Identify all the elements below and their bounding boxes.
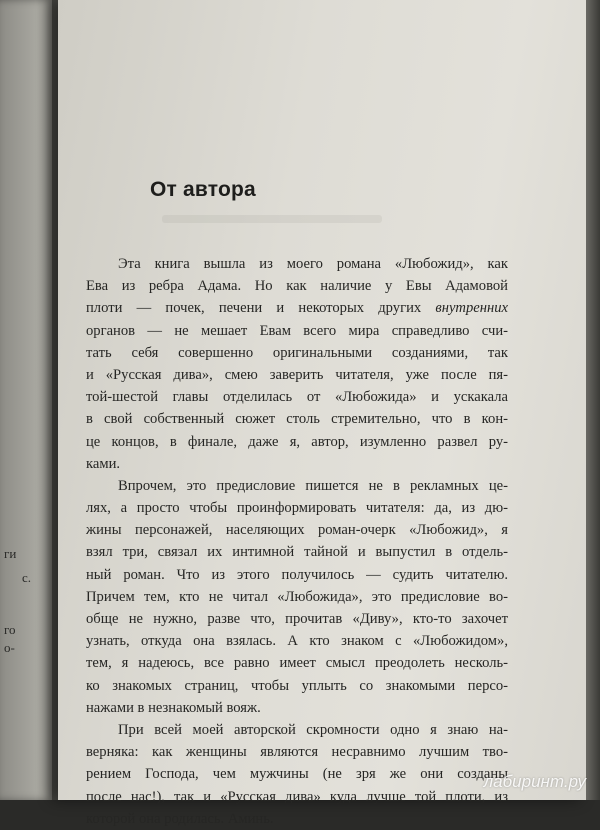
page-title: От автора [150, 178, 256, 201]
text-line: Ева из ребра Адама. Но как наличие у Евы Адамовой [86, 278, 508, 295]
text-line: це концов, в финале, даже я, автор, изумленно развел ру- [86, 433, 508, 450]
body-text [86, 253, 508, 830]
text-line: органов — не мешает Евам всего мира справедливо счи- [86, 322, 508, 339]
text-line: ками. [86, 455, 121, 472]
watermark: лабиринт.ру [483, 772, 586, 791]
text-line: ко знакомых страниц, чтобы уплыть со знакомыми персо- [86, 677, 508, 694]
text-line: в свой собственный сюжет столь стремительно, что в кон- [86, 411, 508, 428]
text-line: При всей моей авторской скромности одно я знаю на- [118, 721, 508, 738]
text-line: рением Господа, чем мужчины (не зря же они созданы [86, 766, 508, 783]
text-line: Впрочем, это предисловие пишется не в рекламных це- [118, 477, 508, 494]
prev-page-fragment: ги [4, 546, 17, 561]
text-line: тем, я надеюсь, все равно имеет смысл преодолеть несколь- [86, 655, 508, 672]
text-line: обще не нужно, разве что, прочитав «Диву», кто-то захочет [86, 611, 508, 627]
text-line: верняка: как женщины являются несравнимо лучшим тво- [86, 744, 508, 761]
prev-page-fragment: с. [22, 570, 32, 585]
text-line: нажами в незнакомый вояж. [86, 699, 261, 716]
page-edge [586, 0, 600, 800]
italic-word: внутренних [435, 300, 508, 317]
text-line: ный роман. Что из этого получилось — судить читателю. [86, 566, 508, 583]
text-line: Причем тем, кто не читал «Любожида», это предисловие во- [86, 588, 508, 605]
text-line: взял три, связал их интимной тайной и выпустил в отдель- [86, 544, 508, 561]
prev-page-fragment: го [4, 622, 16, 637]
text-line: которой она родилась. Аминь. [86, 810, 274, 827]
text-line: лях, а просто чтобы проинформировать читателя: да, из дю- [86, 500, 508, 517]
text-line: и «Русская дива», смею заверить читателя, уже после пя- [86, 366, 508, 383]
text-line: тать себя совершенно оригинальными созданиями, так [86, 344, 508, 361]
text-line: Эта книга вышла из моего романа «Любожид», как [118, 256, 508, 272]
previous-page [0, 0, 52, 800]
text-line: плоти — почек, печени и некоторых других внутренних [86, 300, 508, 317]
text-line: узнать, откуда она взялась. А кто знаком с «Любожидом», [86, 633, 508, 650]
faint-subtitle-bleed [162, 215, 382, 223]
text-line: жины персонажей, населяющих роман-очерк «Любожид», я [86, 522, 508, 539]
text-line: после нас!), так и «Русская дива» куда лучше той плоти, из [86, 788, 508, 805]
text-line: той-шестой главы отделилась от «Любожида» и ускакала [86, 389, 508, 406]
prev-page-fragment: о- [4, 640, 15, 655]
